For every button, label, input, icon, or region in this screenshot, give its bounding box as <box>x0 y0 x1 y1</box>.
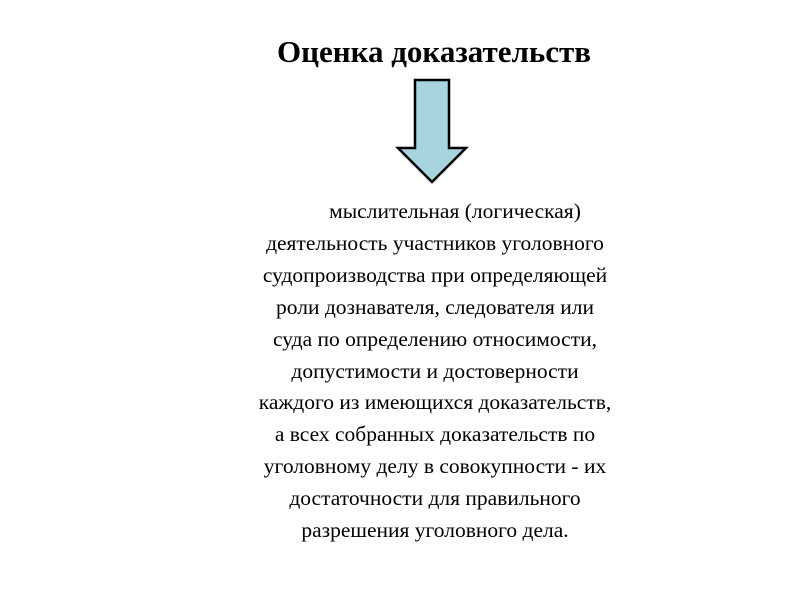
definition-line: разрешения уголовного дела. <box>301 518 569 543</box>
definition-line: каждого из имеющихся доказательств, <box>258 390 612 415</box>
definition-line: допустимости и достоверности <box>291 358 579 383</box>
definition-line: мыслительная (логическая) <box>329 199 581 223</box>
definition-line: уголовному делу в совокупности - их <box>263 454 607 479</box>
slide-title: Оценка доказательств <box>277 34 591 69</box>
down-arrow-icon <box>394 78 470 184</box>
definition-line: суда по определению относимости, <box>272 326 598 351</box>
down-arrow-shape <box>398 80 466 182</box>
definition-line: деятельность участников уголовного <box>266 230 604 255</box>
definition-line: достаточности для правильного <box>289 486 581 511</box>
definition-line: а всех собранных доказательств по <box>274 422 596 447</box>
definition-line: роли дознавателя, следователя или <box>276 294 594 319</box>
definition-line: судопроизводства при определяющей <box>262 262 608 287</box>
definition-text <box>208 196 662 547</box>
